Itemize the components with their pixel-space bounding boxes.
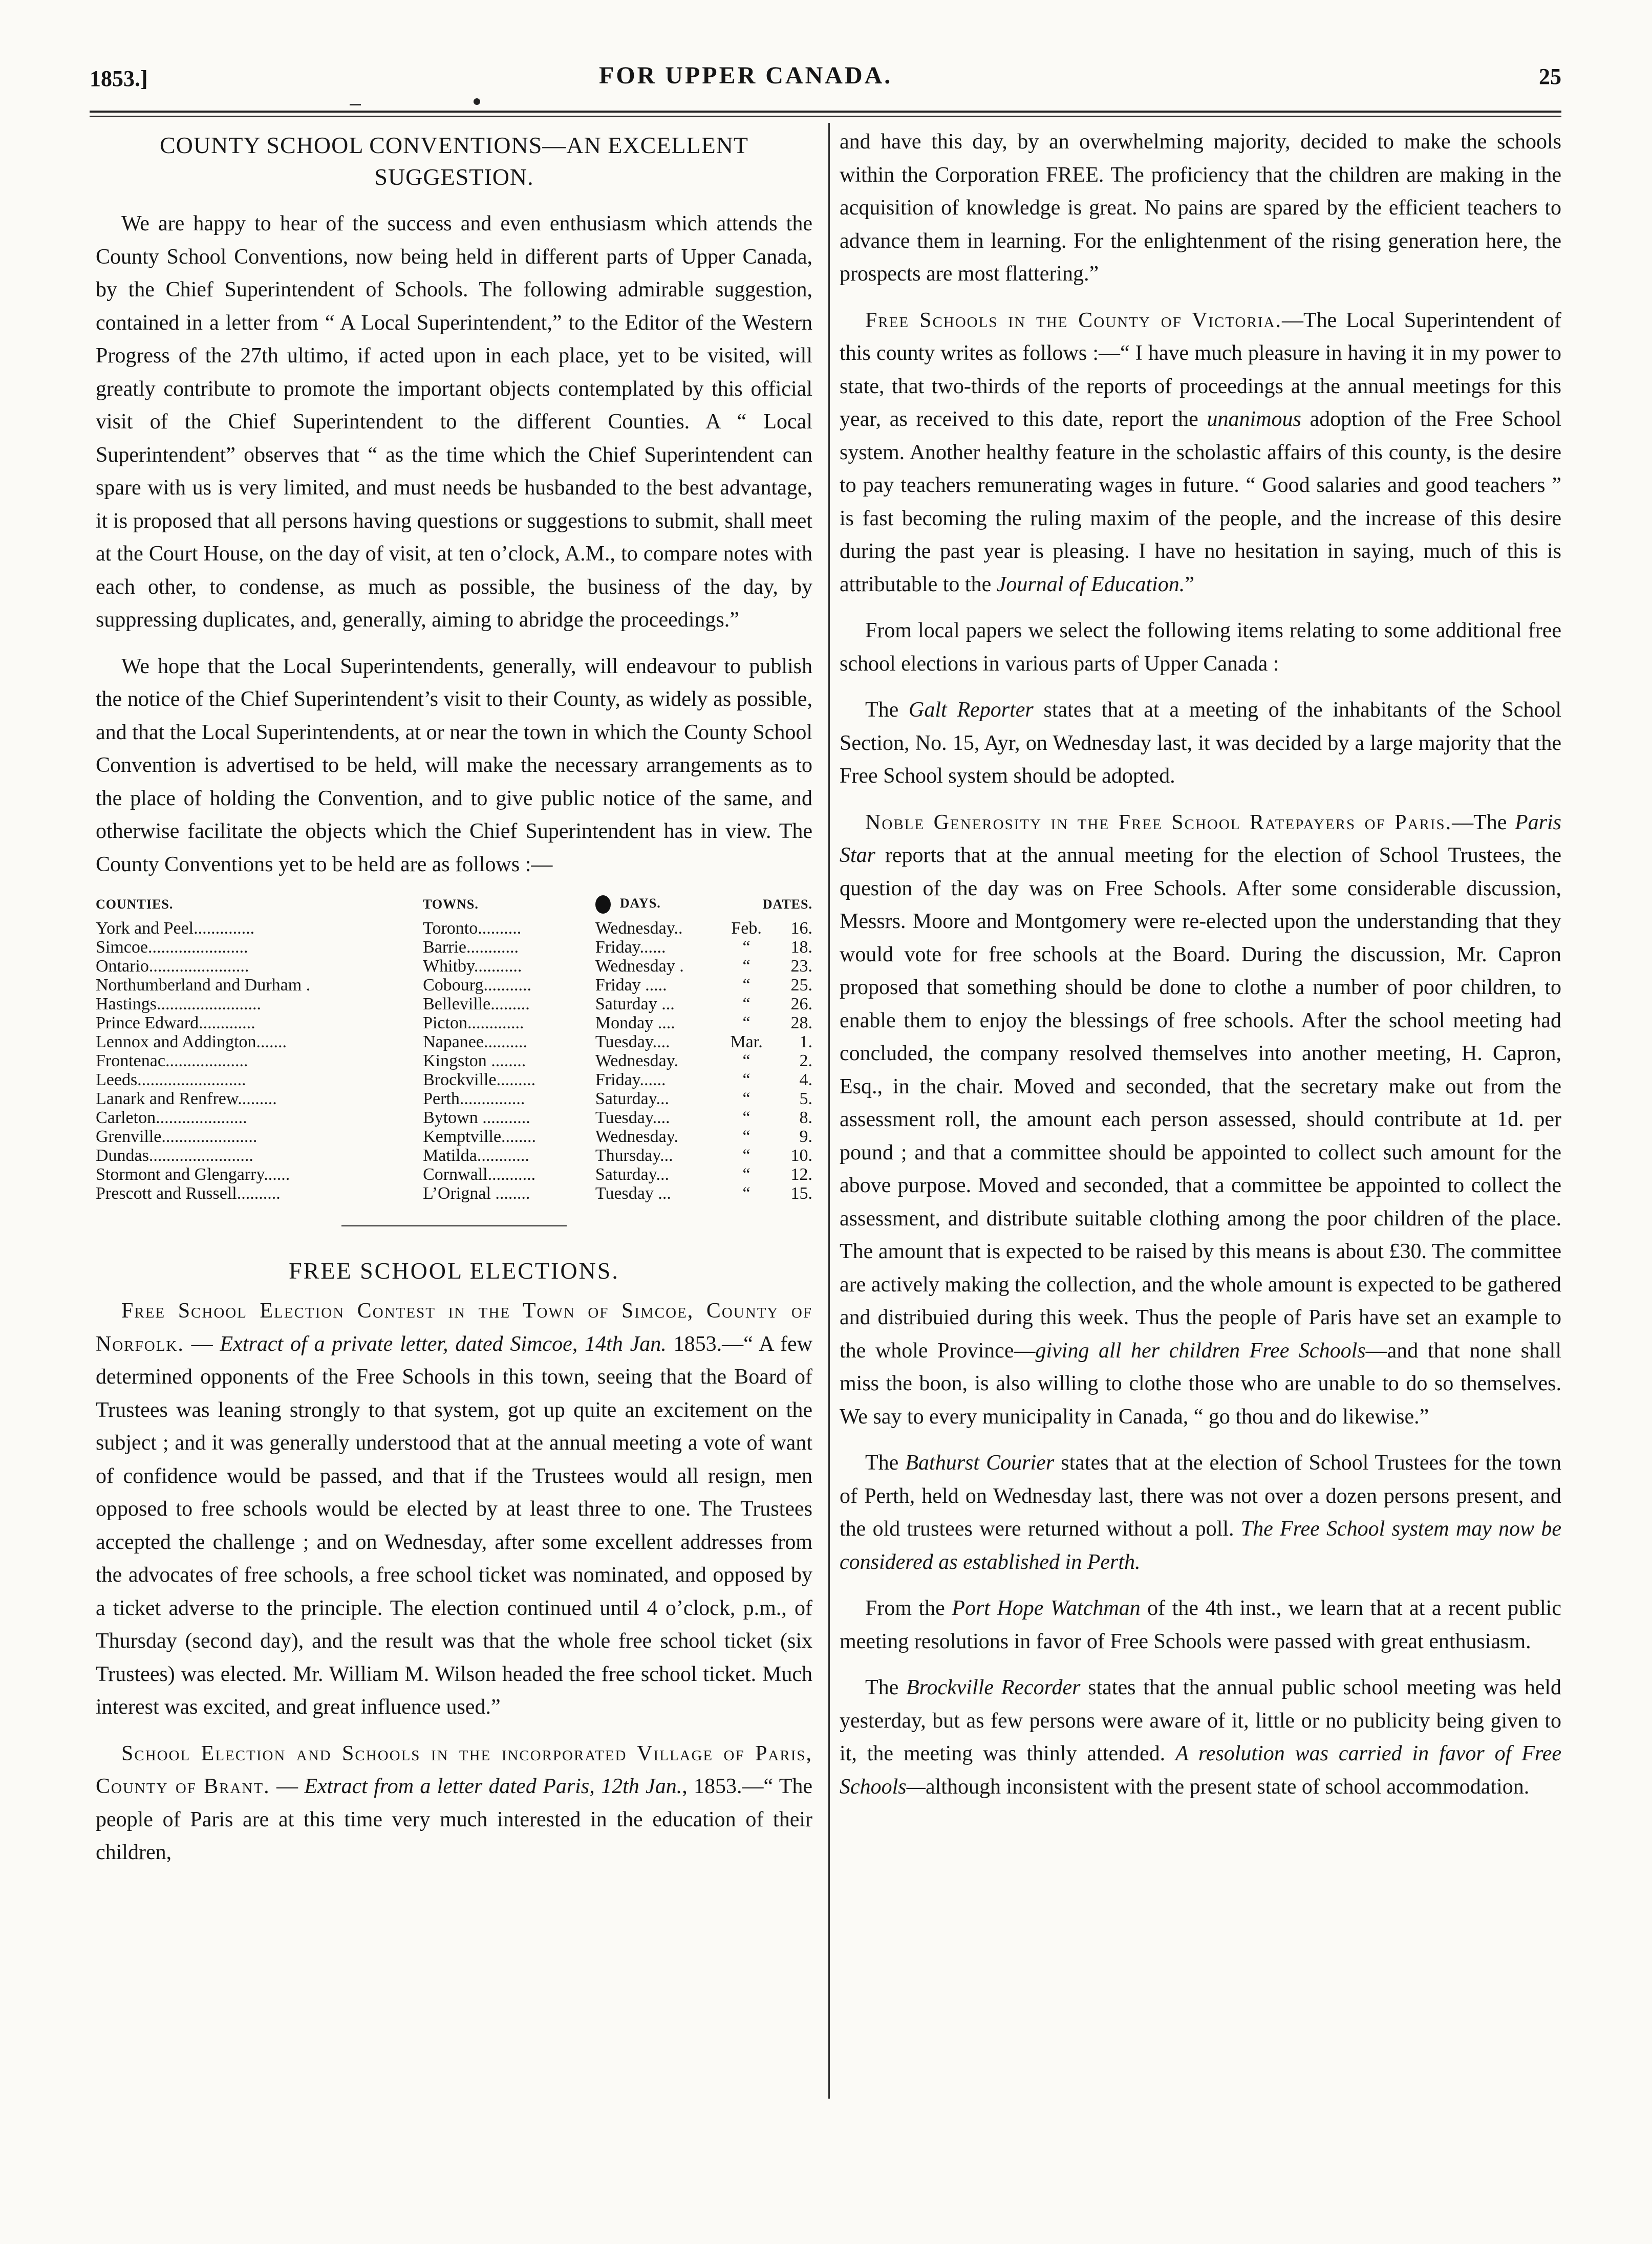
italic-text: Paris Star — [840, 810, 1562, 867]
cell-day: Wednesday . — [595, 957, 684, 976]
italic-text: Galt Reporter — [909, 698, 1034, 722]
cell-month: Feb. — [731, 919, 762, 938]
cell-month: “ — [742, 976, 750, 995]
cell-town: Toronto.......... — [423, 919, 522, 938]
text-run: The — [865, 698, 909, 722]
italic-text: Brockville Recorder — [906, 1676, 1081, 1699]
paragraph — [840, 304, 1561, 601]
text-run: although inconsistent with the present state of school accommodation. — [926, 1775, 1530, 1799]
italic-text: Port Hope Watchman — [952, 1596, 1141, 1620]
cell-town: Belleville......... — [423, 995, 530, 1013]
paragraph: We hope that the Local Superintendents, generally, will endeavour to publish the notice of the Chief Superintendent’s visit to their County, as widely as possible, and that the Local Superintendents, at or near the town in which the County School Convention is advertised to be held, will make the necessary arrangements as to the place of holding the Convention, and to give public notice of the same, and otherwise facilitate the objects which the Chief Superintendent has in view. The County Conventions yet to be held are as follows :— — [96, 654, 812, 876]
paragraph — [840, 1447, 1561, 1579]
cell-county: Leeds......................... — [96, 1070, 246, 1089]
cell-month: “ — [742, 1089, 750, 1108]
italic-text: Extract from a letter dated Paris, 12th Jan. — [304, 1775, 682, 1798]
paragraph — [840, 1592, 1561, 1658]
italic-text: The Free School system may now be considered as established in Perth. — [840, 1517, 1562, 1574]
page-number: 25 — [1539, 64, 1561, 89]
cell-county: Grenville...................... — [96, 1127, 258, 1146]
cell-county: Ontario....................... — [96, 957, 249, 976]
cell-month: “ — [742, 1051, 750, 1070]
cell-town: Bytown ........... — [423, 1108, 530, 1127]
column-divider — [828, 123, 830, 2099]
table-row — [96, 1013, 812, 1032]
cell-town: Cobourg........... — [423, 976, 531, 995]
run-in-head: Free Schools in the County of Victoria. — [865, 308, 1282, 332]
cell-county: Prince Edward............. — [96, 1013, 255, 1032]
cell-date: 25. — [790, 976, 812, 995]
table-row — [96, 1165, 812, 1184]
cell-county: Simcoe....................... — [96, 938, 248, 957]
cell-day: Tuesday ... — [595, 1184, 671, 1203]
paragraph — [840, 806, 1561, 1434]
italic-text: Bathurst Courier — [905, 1451, 1055, 1475]
header-dot — [474, 98, 480, 105]
cell-town: Picton............. — [423, 1013, 524, 1032]
cell-date: 8. — [799, 1108, 812, 1127]
ink-blot — [595, 895, 611, 914]
cell-county: Dundas........................ — [96, 1146, 253, 1165]
left-column — [96, 125, 812, 1883]
cell-county: York and Peel.............. — [96, 919, 255, 938]
cell-date: 9. — [799, 1127, 812, 1146]
table-row — [96, 1089, 812, 1108]
cell-date: 10. — [790, 1146, 812, 1165]
cell-month: “ — [742, 938, 750, 957]
table-row — [96, 1146, 812, 1165]
paragraph — [840, 694, 1561, 793]
section-separator — [341, 1225, 567, 1226]
cell-county: Northumberland and Durham . — [96, 976, 311, 995]
table-row — [96, 1127, 812, 1146]
cell-date: 4. — [799, 1070, 812, 1089]
cell-town: L’Orignal ........ — [423, 1184, 530, 1203]
text-run: The — [865, 1676, 907, 1699]
paragraph — [840, 1671, 1561, 1803]
cell-date: 18. — [790, 938, 812, 957]
table-row — [96, 1184, 812, 1203]
cell-town: Cornwall........... — [423, 1165, 536, 1184]
cell-town: Matilda............ — [423, 1146, 529, 1165]
cell-day: Wednesday. — [595, 1127, 679, 1146]
table-row — [96, 1032, 812, 1051]
text-run: reports that at the annual meeting for the election of School Trustees, the question of the day was on Free Schools. After some considerable discussion, Messrs. Moore and Montgomery were re-elected upon the understanding that they would vote for free schools at the Board. During the discussion, Mr. Capron proposed that something should be done to clothe a number of poor children, to enable them to enjoy the blessings of free schools. After the school meeting had concluded, the company resolved themselves into another meeting, H. Capron, Esq., in the chair. Moved and seconded, that the secretary make out from the assessment roll, the amount each person assessed, should contribute at 1d. per pound ; and that a committee should be appointed to collect such amount for the above purpose. Moved and seconded, that a committee be appointed to collect the assessment, and distribute suitable clothing among the poor children of the place. The amount that is expected to be raised by this means is about £30. The committee are actively making the collection, and the whole amount is expected to be gathered and distribuied during this week. Thus the people of Paris have set an example to the whole Province— — [840, 844, 1561, 1363]
cell-day: Friday...... — [595, 1070, 666, 1089]
text-run: From the — [865, 1596, 952, 1620]
cell-county: Prescott and Russell.......... — [96, 1184, 281, 1203]
cell-day: Tuesday.... — [595, 1032, 670, 1051]
cell-day: Wednesday. — [595, 1051, 679, 1070]
cell-day: Saturday... — [595, 1165, 670, 1184]
cell-town: Barrie............ — [423, 938, 519, 957]
cell-town: Brockville......... — [423, 1070, 536, 1089]
run-in-head: School Election and Schools in the incorporated Village of Paris, County of Brant. — [96, 1741, 812, 1798]
paragraph: Free School Election Contest in the Town of Simcoe, County of Norfolk. — Extract of a private letter, dated Simcoe, 14th Jan. 1853.—“ A few determined opponents of the Free Schools in this town, seeing that the Board of Trustees was leaning strongly to that system, got up quite an excitement on the subject ; and it was generally understood that at the annual meeting a vote of want of confidence would be passed, and that if the Trustees would all resign, men opposed to free schools would be elected by at least three to one. The Trustees accepted the challenge ; and on Wednesday, after some excellent addresses from the advocates of free schools, a free school ticket was nominated, and opposed by a ticket adverse to the principle. The election continued until 4 o’clock, p.m., of Thursday (second day), and the result was that the whole free school ticket (six Trustees) was elected. Mr. William M. Wilson headed the free school ticket. Much interest was excited, and great influence used.” — [96, 1299, 813, 1719]
cell-day: Wednesday.. — [595, 919, 683, 938]
table-row — [96, 938, 812, 957]
text-run: —The — [1452, 810, 1515, 834]
cell-date: 28. — [790, 1013, 812, 1032]
cell-month: “ — [742, 1146, 750, 1165]
cell-town: Kemptville........ — [423, 1127, 537, 1146]
cell-day: Friday...... — [595, 938, 666, 957]
article-title-conventions: COUNTY SCHOOL CONVENTIONS—AN EXCELLENT SUGGESTION. — [159, 132, 749, 190]
cell-date: 2. — [799, 1051, 812, 1070]
text-run: ” — [1185, 572, 1194, 596]
run-in-head: Free School Election Contest in the Town of Simcoe, County of Norfolk. — [96, 1299, 812, 1356]
header-mark — [350, 104, 361, 105]
italic-text: giving all her children Free Schools — [1035, 1339, 1366, 1363]
cell-county: Hastings........................ — [96, 995, 261, 1013]
cell-month: “ — [742, 1127, 750, 1146]
cell-date: 15. — [790, 1184, 812, 1203]
text-run: —and that none shall miss the boon, is also willing to clothe those who are unable to do so themselves. We say to every municipality in Canada, “ go thou and do likewise.” — [840, 1339, 1561, 1429]
table-row — [96, 1108, 812, 1127]
paragraph: and have this day, by an overwhelming majority, decided to make the schools within the Corporation FREE. The proficiency that the children are making in the acquisition of knowledge is great. No pains are spared by the efficient teachers to advance them in learning. For the enlightenment of the rising generation here, the prospects are most flattering.” — [840, 130, 1561, 286]
cell-date: 5. — [799, 1089, 812, 1108]
paragraph: We are happy to hear of the success and even enthusiasm which attends the County School Conventions, now being held in different parts of Upper Canada, by the Chief Superintendent of Schools. The following admirable suggestion, contained in a letter from “ A Local Superintendent,” to the Editor of the Western Progress of the 27th ultimo, if acted upon in each place, yet to be visited, will greatly contribute to promote the important objects contemplated by this official visit of the Chief Superintendent to the different Counties. A “ Local Superintendent” observes that “ as the time which the Chief Superintendent can spare with us is very limited, and must needs be husbanded to the best advantage, it is proposed that all persons having questions or suggestions to submit, shall meet at the Court House, on the day of visit, at ten o’clock, A.M., to compare notes with each other, to condense, as much as possible, the business of the day, by suppressing duplicates, and, generally, aiming to abridge the proceedings.” — [96, 212, 812, 632]
conventions-table — [96, 895, 812, 1203]
italic-text: A resolution was carried in favor of Free Schools— — [840, 1742, 1561, 1799]
paragraph: School Election and Schools in the incorporated Village of Paris, County of Brant. — Extract from a letter dated Paris, 12th Jan., 1853.—“ The people of Paris are at this time very much interested in the education of their children, — [96, 1741, 813, 1864]
header-rule — [90, 111, 1561, 113]
cell-county: Carleton..................... — [96, 1108, 247, 1127]
italic-text: Journal of Education. — [996, 572, 1185, 596]
cell-county: Frontenac................... — [96, 1051, 248, 1070]
text-run: The — [865, 1451, 906, 1475]
paragraph-body: , 1853.—“ The people of Paris are at this time very much interested in the education of their children, — [96, 1775, 813, 1864]
cell-county: Lennox and Addington....... — [96, 1032, 287, 1051]
cell-town: Perth............... — [423, 1089, 525, 1108]
text-run: states that the annual public school meeting was held yesterday, but as few persons were aware of it, little or no publicity being given to it, the meeting was thinly attended. — [840, 1676, 1562, 1765]
cell-date: 26. — [790, 995, 812, 1013]
cell-day: Thursday... — [595, 1146, 673, 1165]
running-header-title: FOR UPPER CANADA. — [599, 62, 893, 89]
text-run: states that at a meeting of the inhabitants of the School Section, No. 15, Ayr, on Wednesday last, it was decided by a large majority that the Free School system should be adopted. — [840, 698, 1562, 788]
cell-month: “ — [742, 1165, 750, 1184]
col-header-days-label: DAYS. — [619, 895, 661, 911]
cell-month: “ — [742, 995, 750, 1013]
cell-date: 12. — [790, 1165, 812, 1184]
cell-day: Tuesday.... — [595, 1108, 670, 1127]
running-header-year: 1853.] — [90, 66, 148, 91]
table-header-row — [96, 895, 812, 919]
cell-day: Monday .... — [595, 1013, 675, 1032]
table-row — [96, 919, 812, 938]
paragraph: From local papers we select the following items relating to some additional free school elections in various parts of Upper Canada : — [840, 619, 1561, 676]
text-run: states that at the election of School Trustees for the town of Perth, held on Wednesday last, there was not over a dozen persons present, and the old trustees were returned without a poll. — [840, 1451, 1561, 1541]
italic-text: Extract of a private letter, dated Simcoe, 14th Jan. — [220, 1332, 667, 1356]
cell-month: “ — [742, 957, 750, 976]
cell-date: 1. — [799, 1032, 812, 1051]
cell-month: “ — [742, 1070, 750, 1089]
article-title-elections: FREE SCHOOL ELECTIONS. — [289, 1258, 619, 1284]
col-header-days — [595, 895, 731, 919]
right-column — [840, 125, 1561, 1817]
run-in-head: Noble Generosity in the Free School Ratepayers of Paris. — [865, 810, 1452, 834]
col-header-dates: DATES. — [762, 897, 812, 912]
cell-county: Stormont and Glengarry...... — [96, 1165, 290, 1184]
cell-date: 16. — [790, 919, 812, 938]
col-header-month — [730, 895, 762, 919]
cell-day: Saturday ... — [595, 995, 675, 1013]
text-run: —The Local Superintendent of this county writes as follows :—“ I have much pleasure in having it in my power to state, that two-thirds of the reports of proceedings at the annual meetings for this year, as received to this date, report the — [840, 308, 1561, 431]
cell-month: “ — [742, 1108, 750, 1127]
col-header-counties: COUNTIES. — [96, 897, 174, 912]
text-run: of the 4th inst., we learn that at a recent public meeting resolutions in favor of Free Schools were passed with great enthusiasm. — [840, 1596, 1561, 1653]
cell-date: 23. — [790, 957, 812, 976]
table-row — [96, 957, 812, 976]
col-header-towns: TOWNS. — [423, 897, 479, 912]
table-row — [96, 976, 812, 995]
cell-day: Saturday... — [595, 1089, 670, 1108]
table-row — [96, 995, 812, 1013]
cell-month: “ — [742, 1013, 750, 1032]
cell-month: “ — [742, 1184, 750, 1203]
table-row — [96, 1070, 812, 1089]
cell-town: Napanee.......... — [423, 1032, 527, 1051]
cell-town: Kingston ........ — [423, 1051, 526, 1070]
cell-town: Whitby........... — [423, 957, 522, 976]
header-rule-thin — [90, 116, 1561, 117]
text-run: adoption of the Free School system. Another healthy feature in the scholastic affairs of this county, is the desire to pay teachers remunerating wages in future. “ Good salaries and good teachers ” is fast becoming the ruling maxim of the people, and the increase of this desire during the past year is pleasing. I have no hesitation in saying, much of this is attributable to the — [840, 407, 1561, 596]
paragraph-body: 1853.—“ A few determined opponents of the Free Schools in this town, seeing that the Board of Trustees was leaning strongly to that system, got up quite an excitement on the subject ; and it was generally understood that at the annual meeting a vote of want of confidence would be passed, and that if the Trustees would all resign, men opposed to free schools would be elected by at least three to one. The Trustees accepted the challenge ; and on Wednesday, after some excellent addresses from the advocates of free schools, a free school ticket was nominated, and opposed by a ticket adverse to the principle. The election continued until 4 o’clock, p.m., of Thursday (second day), and the result was that the whole free school ticket (six Trustees) was elected. Mr. William M. Wilson headed the free school ticket. Much interest was excited, and great influence used.” — [96, 1332, 813, 1719]
italic-text: unanimous — [1207, 407, 1301, 431]
cell-day: Friday ..... — [595, 976, 667, 995]
cell-county: Lanark and Renfrew......... — [96, 1089, 277, 1108]
table-row — [96, 1051, 812, 1070]
cell-month: Mar. — [730, 1032, 763, 1051]
